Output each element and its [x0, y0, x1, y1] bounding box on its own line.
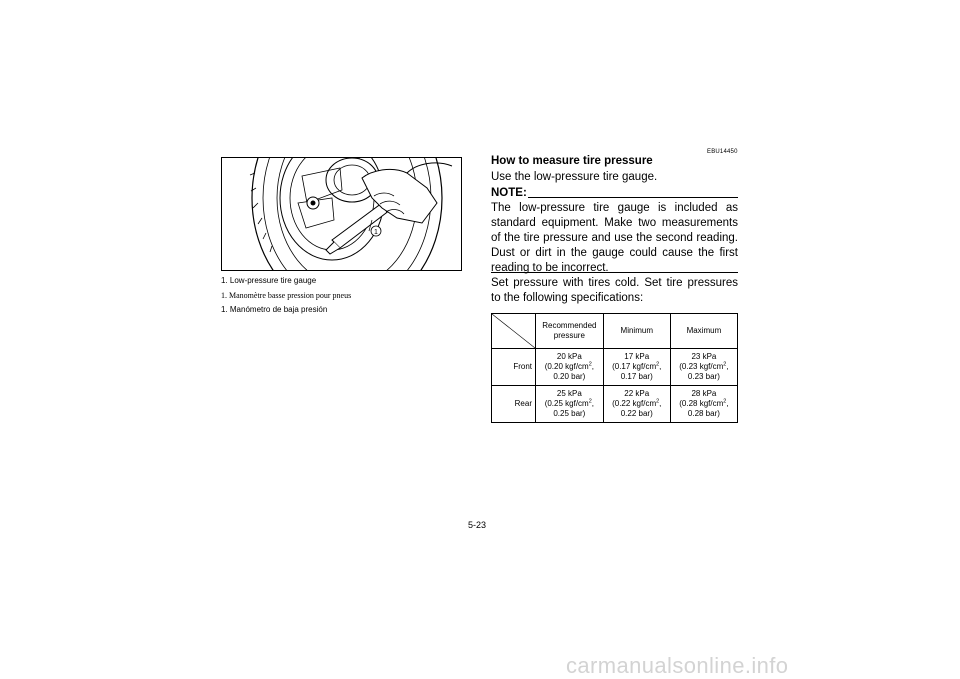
page-number: 5-23 — [468, 520, 487, 530]
cell-kgf: (0.25 kgf/cm — [544, 399, 589, 408]
cell-kpa: 17 kPa — [624, 352, 650, 361]
cell-kgf: (0.22 kgf/cm — [612, 399, 657, 408]
cell-bar: 0.23 bar) — [687, 372, 720, 381]
cell-bar: 0.20 bar) — [553, 372, 586, 381]
cell-bar: 0.22 bar) — [620, 409, 653, 418]
cell-kpa: 28 kPa — [691, 389, 717, 398]
caption-spanish: 1. Manómetro de baja presión — [221, 305, 328, 314]
header-minimum: Minimum — [603, 314, 670, 349]
note-rule-top — [528, 197, 738, 198]
table-cell — [603, 386, 670, 423]
cell-comma: , — [659, 399, 662, 408]
cell-sup: 2 — [723, 398, 727, 405]
cell-kpa: 20 kPa — [556, 352, 582, 361]
table-cell — [536, 349, 604, 386]
cell-kgf: (0.28 kgf/cm — [679, 399, 724, 408]
table-corner-cell — [492, 314, 536, 349]
table-cell — [603, 349, 670, 386]
cell-bar: 0.25 bar) — [553, 409, 586, 418]
table-row-rear — [492, 386, 738, 423]
cell-comma: , — [591, 399, 594, 408]
note-text: The low-pressure tire gauge is included as standard equipment. Make two measurements of the tire pressure and use the second reading. Dust or dirt in the gauge could cause the first reading to be incorrect. — [491, 202, 738, 274]
caption-english: 1. Low-pressure tire gauge — [221, 276, 317, 285]
row-label-front: Front — [492, 349, 536, 386]
cell-kgf: (0.20 kgf/cm — [544, 362, 589, 371]
table-row-front — [492, 349, 738, 386]
cell-sup: 2 — [588, 398, 592, 405]
caption-french: 1. Manomètre basse pression pour pneus — [221, 291, 352, 300]
header-recommended: Recommended pressure — [536, 314, 604, 349]
diagonal-line — [492, 314, 535, 348]
table-header-row — [492, 314, 738, 349]
cell-kpa: 23 kPa — [691, 352, 717, 361]
cell-bar: 0.17 bar) — [620, 372, 653, 381]
cell-comma: , — [726, 399, 729, 408]
section-code: EBU14450 — [707, 149, 738, 155]
watermark: carmanualsonline.info — [566, 653, 789, 678]
table-cell — [670, 386, 737, 423]
cell-comma: , — [659, 362, 662, 371]
instruction-text: Set pressure with tires cold. Set tire pressures to the following specifications: — [491, 277, 738, 304]
cell-sup: 2 — [656, 398, 660, 405]
cell-comma: , — [591, 362, 594, 371]
tire-pressure-table — [491, 313, 738, 423]
row-label-rear: Rear — [492, 386, 536, 423]
cell-kgf: (0.23 kgf/cm — [679, 362, 724, 371]
cell-comma: , — [726, 362, 729, 371]
cell-sup: 2 — [656, 361, 660, 368]
cell-kpa: 22 kPa — [624, 389, 650, 398]
table-cell — [536, 386, 604, 423]
tire-gauge-illustration — [221, 157, 462, 271]
cell-sup: 2 — [723, 361, 727, 368]
cell-bar: 0.28 bar) — [687, 409, 720, 418]
section-title: How to measure tire pressure — [491, 155, 653, 167]
cell-sup: 2 — [588, 361, 592, 368]
callout-number: 1 — [374, 229, 378, 236]
note-label: NOTE: — [491, 187, 527, 199]
cell-kgf: (0.17 kgf/cm — [612, 362, 657, 371]
note-rule-bottom — [491, 272, 738, 273]
cell-kpa: 25 kPa — [556, 389, 582, 398]
tire-gauge-drawing — [222, 158, 461, 270]
table-cell — [670, 349, 737, 386]
header-maximum: Maximum — [670, 314, 737, 349]
intro-text: Use the low-pressure tire gauge. — [491, 171, 658, 183]
